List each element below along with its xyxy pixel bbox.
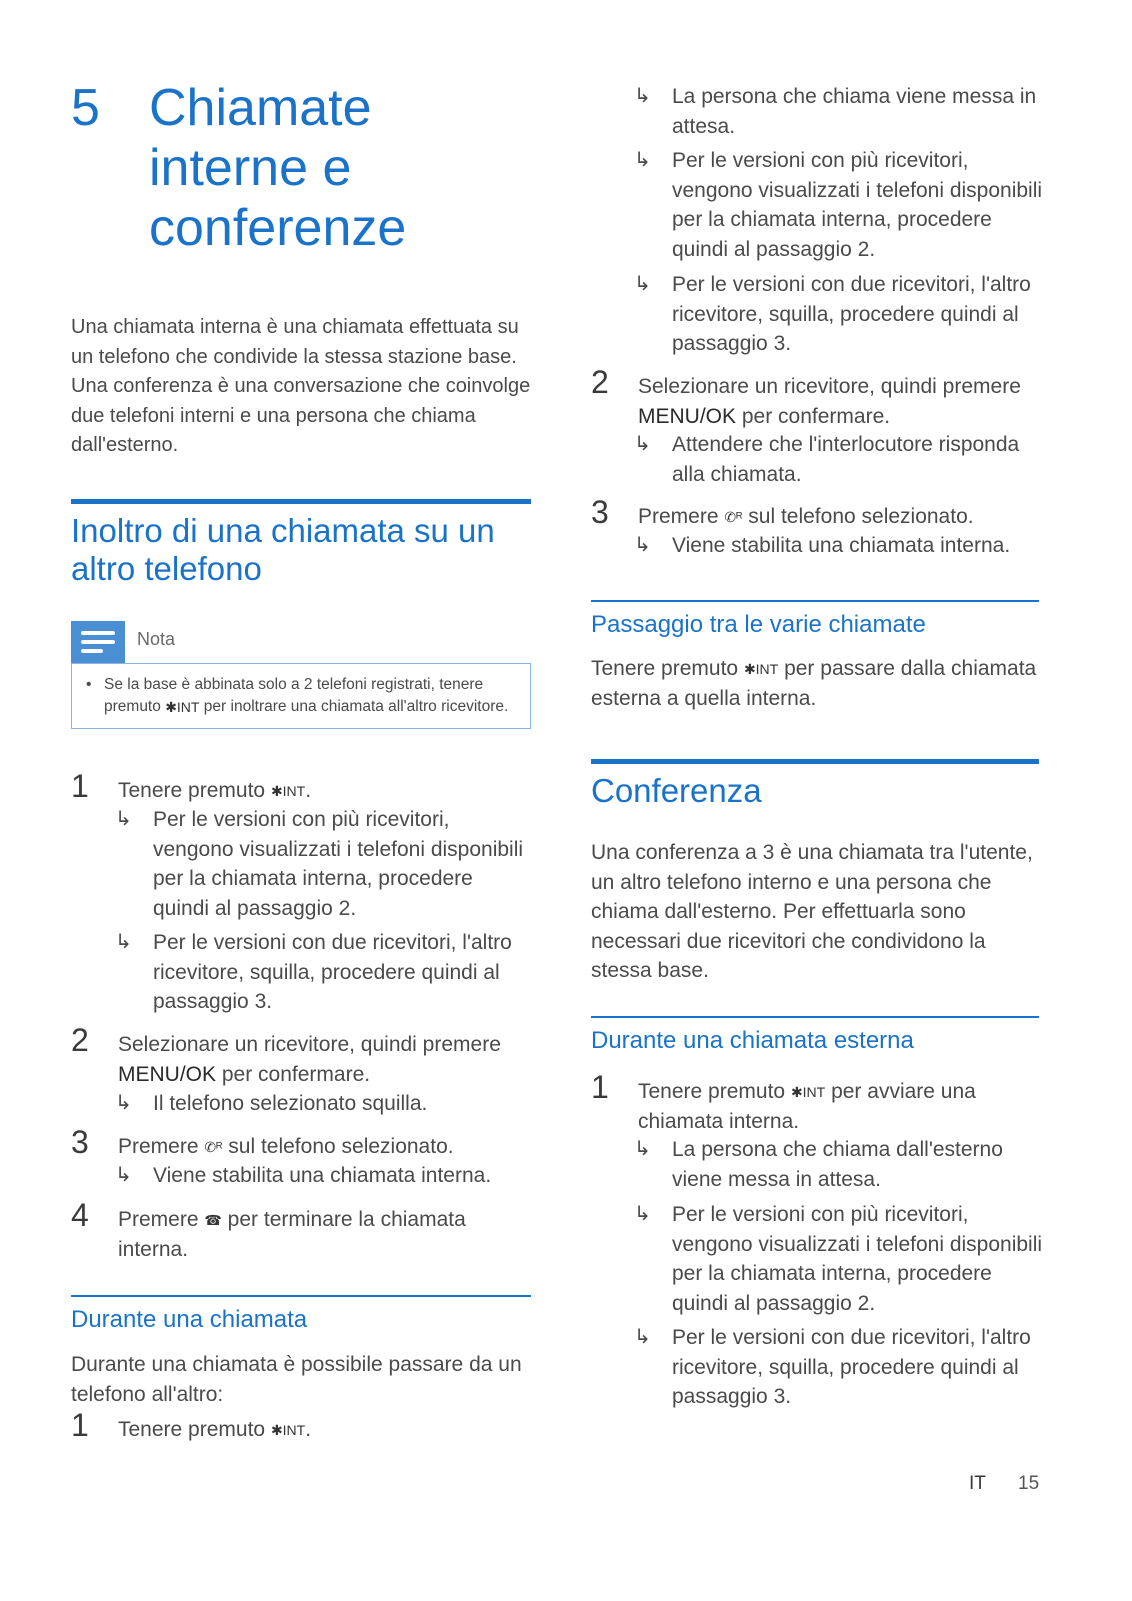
switch-paragraph: Tenere premuto ✱INT per passare dalla chiamata esterna a quella interna.	[591, 654, 1039, 714]
int-key-icon: ✱INT	[270, 1421, 306, 1438]
int-key-icon: ✱INT	[743, 660, 779, 677]
arrow-icon: ↳	[634, 534, 651, 556]
int-key-icon: ✱INT	[790, 1083, 826, 1100]
arrow-icon: ↳	[115, 808, 132, 830]
note-icon	[71, 621, 125, 663]
intro-paragraph: Una chiamata interna è una chiamata effettuata su un telefono che condivide la stessa stazione base. Una conferenza è una conversazione che coinvolge due telefoni interni e una persona che chiama dall'esterno.	[71, 316, 531, 456]
section-heading-during: Durante una chiamata	[71, 1295, 531, 1335]
arrow-icon: ↳	[634, 433, 651, 455]
int-key-icon: ✱INT	[165, 699, 200, 715]
arrow-icon: ↳	[634, 1203, 651, 1225]
arrow-icon: ↳	[634, 149, 651, 171]
note-box	[71, 621, 531, 729]
section-heading-conference: Conferenza	[591, 759, 1039, 810]
note-text: • Se la base è abbinata solo a 2 telefoni registrati, tenere premuto ✱INT per inoltrare una chiamata all'altro ricevitore.	[71, 663, 531, 729]
note-label: Nota	[137, 629, 176, 649]
end-call-icon: ☎	[204, 1211, 222, 1228]
arrow-icon: ↳	[634, 85, 651, 107]
conference-paragraph: Una conferenza a 3 è una chiamata tra l'utente, un altro telefono interno e una persona che chiama dall'esterno. Per effettuarla sono necessari due ricevitori che condividono la stessa base.	[591, 841, 1033, 982]
section-heading-external: Durante una chiamata esterna	[591, 1016, 1039, 1056]
footer-page-number: 15	[1018, 1473, 1040, 1494]
section-heading-switch: Passaggio tra le varie chiamate	[591, 600, 1039, 640]
arrow-icon: ↳	[115, 1092, 132, 1114]
arrow-icon: ↳	[634, 1326, 651, 1348]
chapter-number: 5	[71, 79, 100, 137]
chapter-title-text: Chiamate interne e conferenze	[149, 79, 407, 257]
during-paragraph: Durante una chiamata è possibile passare da un telefono all'altro:	[71, 1353, 522, 1406]
int-key-icon: ✱INT	[270, 782, 306, 799]
arrow-icon: ↳	[115, 931, 132, 953]
talk-key-icon: ✆ᴿ	[724, 508, 743, 525]
arrow-icon: ↳	[634, 273, 651, 295]
arrow-icon: ↳	[634, 1138, 651, 1160]
talk-key-icon: ✆ᴿ	[204, 1138, 223, 1155]
arrow-icon: ↳	[115, 1164, 132, 1186]
section-heading-transfer: Inoltro di una chiamata su un altro telefono	[71, 499, 531, 588]
footer-language: IT	[969, 1473, 986, 1494]
